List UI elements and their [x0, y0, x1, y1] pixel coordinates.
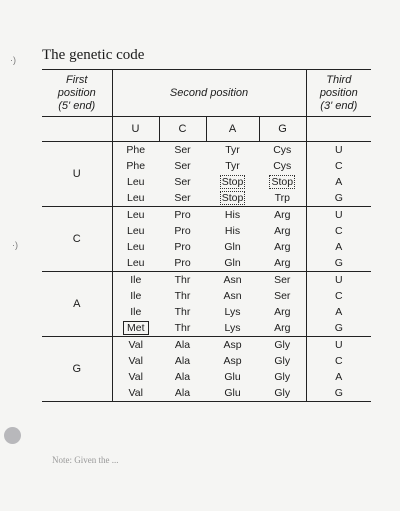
amino-acid: Val — [128, 339, 143, 351]
third-base-label: A — [335, 306, 343, 318]
amino-acid-column-u — [112, 272, 159, 337]
amino-acid: Glu — [224, 371, 241, 383]
third-base-label: C — [334, 290, 343, 302]
amino-acid: Arg — [274, 306, 291, 318]
second-base-u: U — [112, 117, 159, 142]
third-base-column — [306, 337, 371, 402]
stop-codon: Stop — [221, 176, 244, 188]
amino-acid: Thr — [174, 306, 191, 318]
amino-acid-column-a — [206, 272, 259, 337]
amino-acid: Leu — [126, 241, 145, 253]
third-base-column — [306, 207, 371, 272]
amino-acid-column-u — [112, 207, 159, 272]
amino-acid — [113, 320, 160, 336]
amino-acid: Arg — [274, 257, 291, 269]
scan-mark: ·) — [12, 240, 18, 250]
amino-acid: Asn — [223, 290, 242, 302]
third-base-label: G — [334, 192, 343, 204]
third-base-label: U — [334, 144, 343, 156]
amino-acid: Tyr — [225, 160, 240, 172]
third-base-label: G — [334, 322, 343, 334]
amino-acid: Gln — [224, 257, 241, 269]
second-position-header: Second position — [112, 70, 306, 117]
amino-acid: Pro — [174, 209, 191, 221]
amino-acid: Lys — [224, 322, 241, 334]
amino-acid: Arg — [274, 225, 291, 237]
amino-acid-column-g — [259, 142, 306, 207]
amino-acid — [206, 174, 259, 190]
amino-acid: Ala — [174, 339, 191, 351]
amino-acid: Ser — [174, 160, 191, 172]
amino-acid: Gln — [224, 241, 241, 253]
amino-acid: Ala — [174, 387, 191, 399]
amino-acid-column-c — [159, 207, 206, 272]
amino-acid-column-g — [259, 272, 306, 337]
amino-acid — [206, 190, 259, 206]
amino-acid-column-c — [159, 337, 206, 402]
stop-codon: Stop — [271, 176, 294, 188]
header-row — [42, 70, 371, 117]
start-codon-met: Met — [123, 321, 149, 335]
second-base-a: A — [206, 117, 259, 142]
third-base-label: U — [334, 339, 343, 351]
third-position-header: Third position (3' end) — [306, 70, 371, 117]
amino-acid: Cys — [273, 144, 292, 156]
third-base-label: G — [334, 387, 343, 399]
amino-acid: Asn — [223, 274, 242, 286]
amino-acid: Ser — [174, 176, 191, 188]
genetic-code-table — [42, 69, 371, 402]
amino-acid: Ala — [174, 371, 191, 383]
amino-acid: Gly — [274, 339, 291, 351]
footnote: Note: Given the ... — [52, 455, 119, 465]
amino-acid: Leu — [126, 192, 145, 204]
amino-acid-column-a — [206, 142, 259, 207]
amino-acid-column-g — [259, 337, 306, 402]
codon-block-g — [42, 337, 371, 402]
first-base-label: A — [42, 272, 112, 337]
third-base-label: C — [334, 355, 343, 367]
amino-acid: Pro — [174, 225, 191, 237]
amino-acid: Trp — [274, 192, 290, 204]
amino-acid: Phe — [126, 160, 146, 172]
amino-acid: Glu — [224, 387, 241, 399]
third-base-label: A — [335, 176, 343, 188]
amino-acid: Pro — [174, 257, 191, 269]
first-base-label: G — [42, 337, 112, 402]
first-base-label: C — [42, 207, 112, 272]
amino-acid: Tyr — [225, 144, 240, 156]
amino-acid: Gly — [274, 355, 291, 367]
scan-mark: ·) — [10, 55, 16, 65]
amino-acid: Val — [128, 355, 143, 367]
amino-acid: Cys — [273, 160, 292, 172]
amino-acid-column-a — [206, 337, 259, 402]
amino-acid: Leu — [126, 176, 145, 188]
third-base-column — [306, 142, 371, 207]
amino-acid: Thr — [174, 322, 191, 334]
first-base-label: U — [42, 142, 112, 207]
amino-acid: Gly — [274, 387, 291, 399]
amino-acid: Ile — [130, 274, 142, 286]
amino-acid: Arg — [274, 209, 291, 221]
amino-acid: Leu — [126, 257, 145, 269]
amino-acid: Ile — [130, 290, 142, 302]
amino-acid: Lys — [224, 306, 241, 318]
amino-acid: Arg — [274, 241, 291, 253]
amino-acid: Gly — [274, 371, 291, 383]
amino-acid: Asp — [223, 339, 242, 351]
amino-acid: Ile — [130, 306, 142, 318]
first-position-header: First position (5' end) — [42, 70, 112, 117]
amino-acid-column-g — [259, 207, 306, 272]
amino-acid: Pro — [174, 241, 191, 253]
third-base-label: G — [334, 257, 343, 269]
third-base-label: A — [335, 241, 343, 253]
amino-acid: Ser — [174, 144, 191, 156]
codon-block-a — [42, 272, 371, 337]
amino-acid: Ser — [274, 274, 291, 286]
codon-block-u — [42, 142, 371, 207]
amino-acid: Ser — [274, 290, 291, 302]
second-base-row — [42, 117, 371, 142]
second-base-g: G — [259, 117, 306, 142]
amino-acid: Ser — [174, 192, 191, 204]
amino-acid: Arg — [274, 322, 291, 334]
page-title: The genetic code — [42, 47, 145, 63]
third-base-label: C — [334, 225, 343, 237]
amino-acid: His — [224, 225, 241, 237]
amino-acid: Leu — [126, 225, 145, 237]
amino-acid: Leu — [126, 209, 145, 221]
amino-acid: Thr — [174, 290, 191, 302]
amino-acid: Phe — [126, 144, 146, 156]
amino-acid-column-u — [112, 337, 159, 402]
punch-hole — [4, 427, 21, 444]
third-base-label: U — [334, 274, 343, 286]
amino-acid-column-u — [112, 142, 159, 207]
amino-acid-column-c — [159, 142, 206, 207]
third-base-label: C — [334, 160, 343, 172]
amino-acid: Val — [128, 371, 143, 383]
amino-acid-column-c — [159, 272, 206, 337]
amino-acid: His — [224, 209, 241, 221]
amino-acid-column-a — [206, 207, 259, 272]
codon-block-c — [42, 207, 371, 272]
third-base-label: U — [334, 209, 343, 221]
amino-acid: Thr — [174, 274, 191, 286]
amino-acid: Ala — [174, 355, 191, 367]
third-base-column — [306, 272, 371, 337]
amino-acid: Val — [128, 387, 143, 399]
second-base-c: C — [159, 117, 206, 142]
amino-acid — [259, 174, 306, 190]
amino-acid: Asp — [223, 355, 242, 367]
third-base-label: A — [335, 371, 343, 383]
stop-codon: Stop — [221, 192, 244, 204]
